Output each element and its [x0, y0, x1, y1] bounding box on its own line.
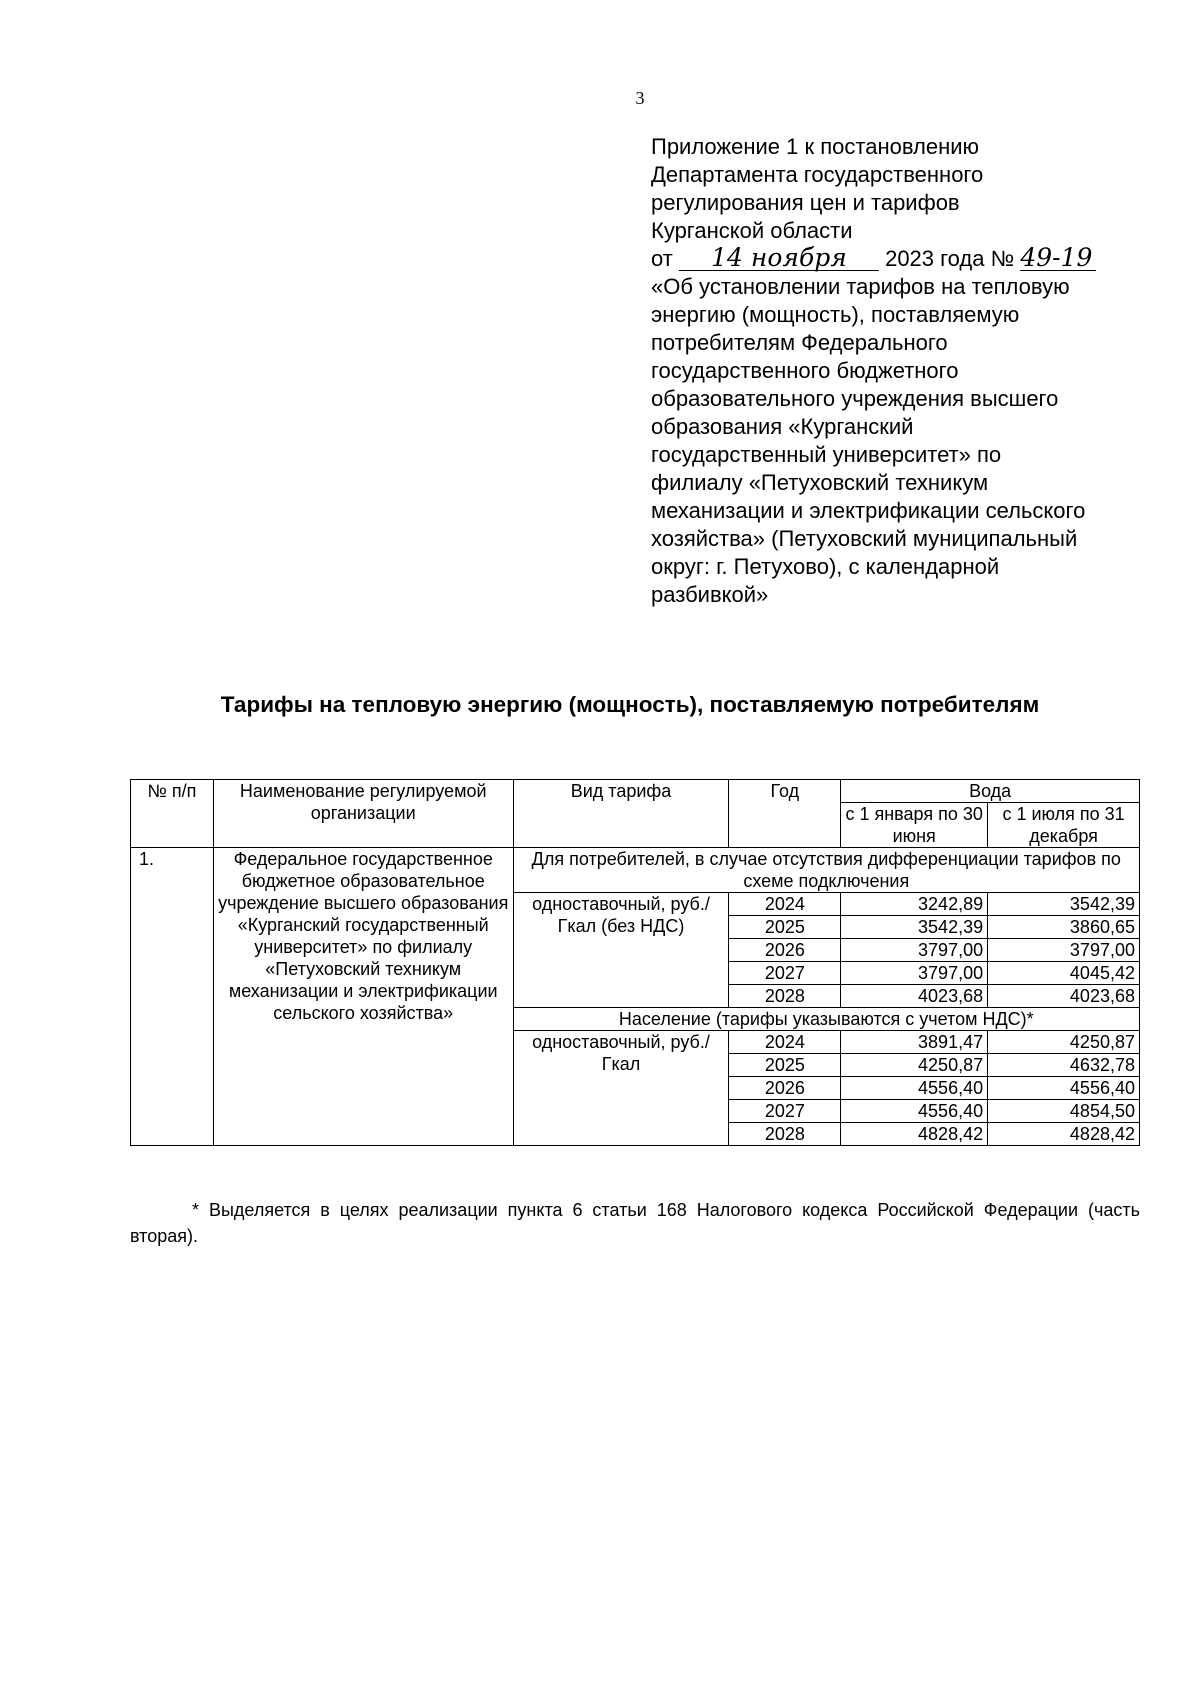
page-number: 3 [635, 88, 645, 108]
appendix-subject-line: хозяйства» (Петуховский муниципальный [651, 526, 1078, 551]
value-cell: 4632,78 [988, 1054, 1140, 1077]
appendix-date-line [651, 245, 1171, 273]
footnote: * Выделяется в целях реализации пункта 6 статьи 168 Налогового кодекса Российской Федерации (часть вторая). [130, 1200, 1140, 1246]
appendix-subject-line: государственный университет» по [651, 442, 1002, 467]
group-title-row [131, 848, 1140, 893]
tariff-type-cell: одноставочный, руб./Гкал [513, 1031, 729, 1146]
appendix-line: Департамента государственного [651, 162, 984, 187]
year-cell: 2026 [729, 1077, 841, 1100]
appendix-line: Приложение 1 к постановлению [651, 134, 980, 159]
appendix-header [651, 133, 1171, 609]
appendix-subject-line: энергию (мощность), поставляемую [651, 302, 1020, 327]
value-cell: 4250,87 [841, 1054, 988, 1077]
value-cell: 3542,39 [841, 916, 988, 939]
year-text: 2023 года № [885, 246, 1015, 271]
value-cell: 3242,89 [841, 893, 988, 916]
group-title: Для потребителей, в случае отсутствия дифференциации тарифов по схеме подключения [513, 848, 1139, 893]
header-year: Год [729, 780, 841, 848]
value-cell: 3797,00 [841, 962, 988, 985]
row-number: 1. [131, 848, 214, 1146]
table-header-row [131, 780, 1140, 803]
value-cell: 4556,40 [988, 1077, 1140, 1100]
value-cell: 4045,42 [988, 962, 1140, 985]
year-cell: 2025 [729, 916, 841, 939]
appendix-line: Курганской области [651, 218, 853, 243]
group-title: Население (тарифы указываются с учетом НДС)* [513, 1008, 1139, 1031]
appendix-line: регулирования цен и тарифов [651, 190, 960, 215]
header-period-1: с 1 января по 30 июня [841, 803, 988, 848]
header-number: № п/п [131, 780, 214, 848]
date-prefix: от [651, 246, 673, 271]
year-cell: 2028 [729, 985, 841, 1008]
header-water: Вода [841, 780, 1140, 803]
appendix-subject-line: механизации и электрификации сельского [651, 498, 1086, 523]
value-cell: 3797,00 [841, 939, 988, 962]
value-cell: 4023,68 [988, 985, 1140, 1008]
year-cell: 2028 [729, 1123, 841, 1146]
header-tariff-type: Вид тарифа [513, 780, 729, 848]
year-cell: 2027 [729, 1100, 841, 1123]
tariff-type-cell: одноставочный, руб./Гкал (без НДС) [513, 893, 729, 1008]
year-cell: 2027 [729, 962, 841, 985]
value-cell: 4556,40 [841, 1100, 988, 1123]
value-cell: 4828,42 [841, 1123, 988, 1146]
tariff-table [130, 779, 1140, 1146]
value-cell: 3797,00 [988, 939, 1140, 962]
appendix-subject-line: «Об установлении тарифов на тепловую [651, 274, 1070, 299]
organization-name: Федеральное государственное бюджетное образовательное учреждение высшего образования «Курганский государственный университет» по филиалу «Петуховский техникум механизации и электрификации сельского хозяйства» [213, 848, 513, 1146]
year-cell: 2026 [729, 939, 841, 962]
document-title: Тарифы на тепловую энергию (мощность), поставляемую потребителям [220, 692, 1040, 717]
year-cell: 2024 [729, 893, 841, 916]
handwritten-number: 49-19 [1020, 246, 1096, 271]
value-cell: 3891,47 [841, 1031, 988, 1054]
value-cell: 4023,68 [841, 985, 988, 1008]
value-cell: 3860,65 [988, 916, 1140, 939]
appendix-subject-line: филиалу «Петуховский техникум [651, 470, 989, 495]
value-cell: 4854,50 [988, 1100, 1140, 1123]
appendix-subject-line: округ: г. Петухово), с календарной [651, 554, 1000, 579]
year-cell: 2024 [729, 1031, 841, 1054]
year-cell: 2025 [729, 1054, 841, 1077]
handwritten-date: 14 ноября [679, 246, 879, 271]
appendix-subject-line: разбивкой» [651, 582, 769, 607]
value-cell: 4828,42 [988, 1123, 1140, 1146]
header-organization: Наименование регулируемой организации [213, 780, 513, 848]
appendix-subject-line: образования «Курганский [651, 414, 914, 439]
appendix-subject-line: потребителям Федерального [651, 330, 948, 355]
value-cell: 4250,87 [988, 1031, 1140, 1054]
header-period-2: с 1 июля по 31 декабря [988, 803, 1140, 848]
appendix-subject-line: образовательного учреждения высшего [651, 386, 1059, 411]
value-cell: 4556,40 [841, 1077, 988, 1100]
value-cell: 3542,39 [988, 893, 1140, 916]
appendix-subject-line: государственного бюджетного [651, 358, 959, 383]
